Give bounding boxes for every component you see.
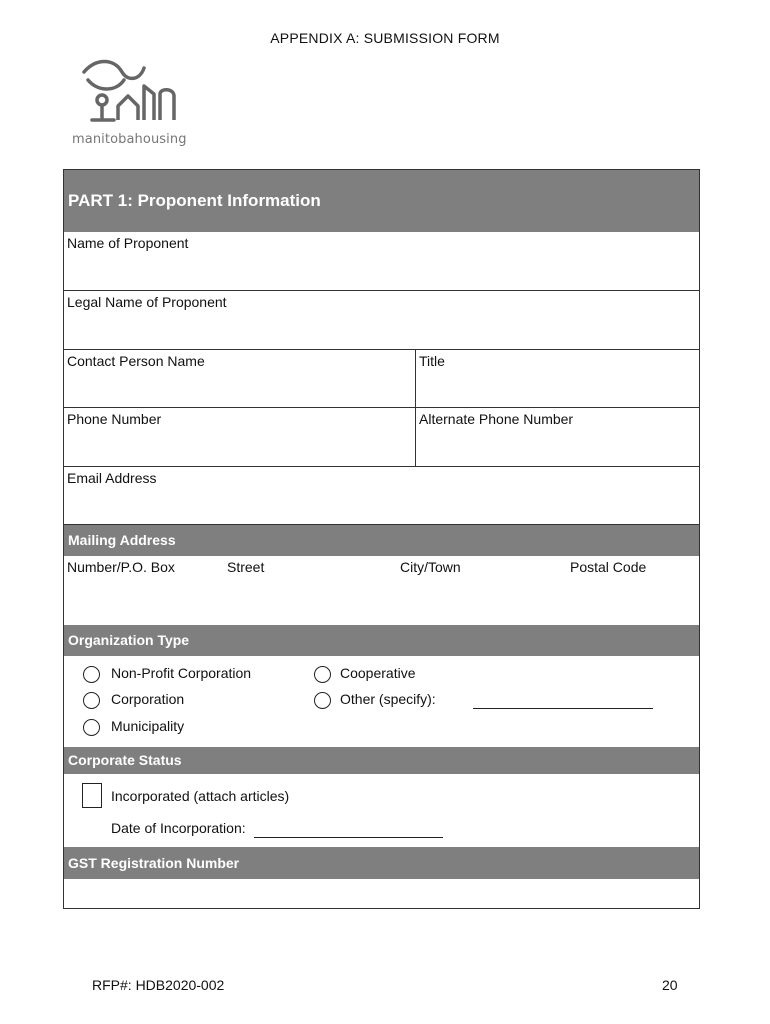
postal-code-label: Postal Code — [570, 559, 647, 575]
corporate-status-heading: Corporate Status — [64, 747, 699, 774]
logo-mark-icon — [78, 58, 188, 128]
legal-name-label: Legal Name of Proponent — [67, 294, 227, 310]
city-town-label: City/Town — [400, 559, 461, 575]
email-field[interactable] — [64, 467, 699, 525]
phone-field[interactable] — [64, 408, 415, 466]
incorporated-checkbox[interactable] — [82, 783, 102, 808]
other-specify-label: Other (specify): — [340, 691, 436, 707]
contact-title-row — [64, 350, 699, 408]
phone-label: Phone Number — [67, 411, 162, 427]
document-title: APPENDIX A: SUBMISSION FORM — [270, 30, 500, 46]
cooperative-radio[interactable] — [314, 666, 331, 683]
date-of-incorporation-input[interactable] — [254, 837, 443, 838]
logo-wordmark: manitobahousing — [72, 132, 187, 147]
other-radio[interactable] — [314, 692, 331, 709]
gst-heading: GST Registration Number — [64, 847, 699, 879]
email-label: Email Address — [67, 470, 157, 486]
municipality-label: Municipality — [111, 718, 185, 734]
street-label: Street — [227, 559, 265, 575]
rfp-number: RFP#: HDB2020-002 — [92, 977, 225, 993]
submission-form — [63, 169, 700, 909]
name-of-proponent-label: Name of Proponent — [67, 235, 189, 251]
non-profit-radio[interactable] — [83, 666, 100, 683]
contact-person-label: Contact Person Name — [67, 353, 205, 369]
mailing-address-heading: Mailing Address — [64, 525, 699, 556]
municipality-radio[interactable] — [83, 719, 100, 736]
phone-row — [64, 408, 699, 467]
cooperative-label: Cooperative — [340, 665, 416, 681]
title-label: Title — [419, 353, 445, 369]
organization-type-heading: Organization Type — [64, 625, 699, 656]
date-of-incorporation-label: Date of Incorporation: — [111, 820, 246, 836]
non-profit-label: Non-Profit Corporation — [111, 665, 252, 681]
alt-phone-label: Alternate Phone Number — [419, 411, 574, 427]
po-box-label: Number/P.O. Box — [67, 559, 175, 575]
alt-phone-field[interactable] — [415, 408, 699, 466]
manitoba-housing-logo — [70, 58, 190, 150]
corporation-label: Corporation — [111, 691, 185, 707]
part1-heading: PART 1: Proponent Information — [64, 170, 699, 232]
gst-number-field[interactable] — [64, 879, 699, 909]
name-of-proponent-field[interactable] — [64, 232, 699, 291]
title-field[interactable] — [415, 350, 699, 407]
legal-name-field[interactable] — [64, 291, 699, 350]
corporation-radio[interactable] — [83, 692, 100, 709]
page-number: 20 — [662, 977, 678, 993]
incorporated-label: Incorporated (attach articles) — [111, 788, 290, 804]
other-specify-input[interactable] — [473, 708, 653, 709]
contact-person-field[interactable] — [64, 350, 415, 407]
